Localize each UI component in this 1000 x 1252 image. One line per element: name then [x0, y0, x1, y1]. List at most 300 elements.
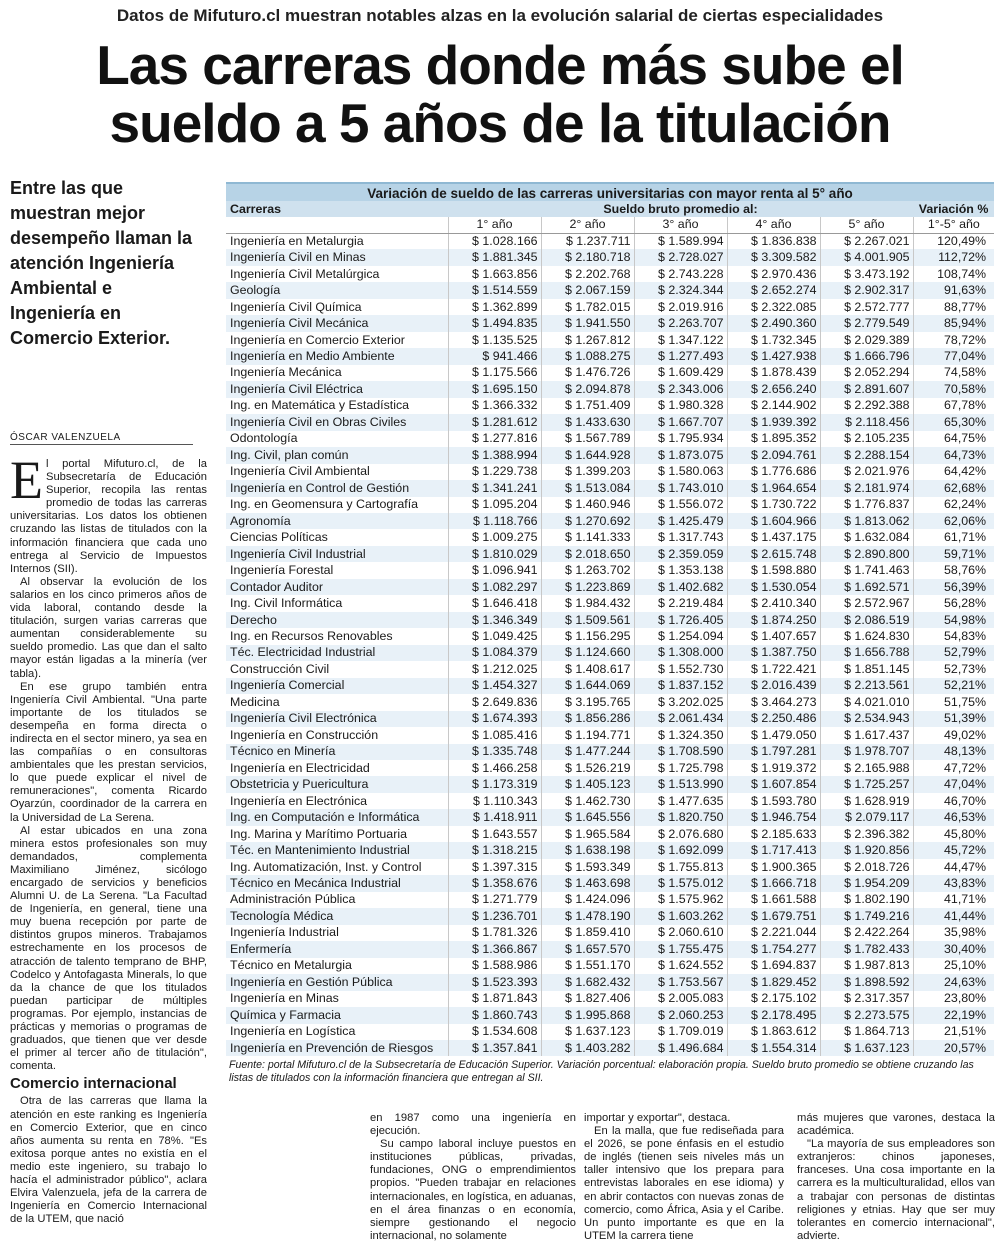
- cell-carrera: Ingeniería Industrial: [226, 925, 448, 941]
- cell-sueldo: $ 3.464.273: [727, 694, 820, 710]
- table-row: [226, 529, 994, 545]
- cell-sueldo: $ 4.021.010: [820, 694, 913, 710]
- table-body: [226, 233, 994, 1056]
- cell-sueldo: $ 2.165.988: [820, 760, 913, 776]
- table-row: [226, 579, 994, 595]
- cell-sueldo: $ 1.874.250: [727, 612, 820, 628]
- cell-sueldo: $ 1.638.198: [541, 842, 634, 858]
- cell-sueldo: $ 1.366.867: [448, 941, 541, 957]
- cell-sueldo: $ 2.213.561: [820, 678, 913, 694]
- kicker: Datos de Mifuturo.cl muestran notables alzas en la evolución salarial de ciertas especialidades: [116, 6, 884, 25]
- subheading: Comercio internacional: [10, 1075, 177, 1093]
- cell-sueldo: $ 2.396.382: [820, 826, 913, 842]
- cell-sueldo: $ 1.776.837: [820, 497, 913, 513]
- cell-sueldo: $ 1.403.282: [541, 1040, 634, 1056]
- table-row: [226, 282, 994, 298]
- cell-sueldo: $ 2.180.718: [541, 249, 634, 265]
- cell-sueldo: $ 2.144.902: [727, 398, 820, 414]
- cell-sueldo: $ 1.141.333: [541, 529, 634, 545]
- cell-variacion: 47,04%: [913, 776, 994, 792]
- table-row: [226, 480, 994, 496]
- subheader-year: 2° año: [541, 217, 634, 233]
- cell-carrera: Ingeniería Civil Metalúrgica: [226, 266, 448, 282]
- cell-variacion: 85,94%: [913, 315, 994, 331]
- cell-sueldo: $ 2.656.240: [727, 381, 820, 397]
- cell-carrera: Ingeniería en Prevención de Riesgos: [226, 1040, 448, 1056]
- cell-sueldo: $ 1.726.405: [634, 612, 727, 628]
- cell-carrera: Ingeniería Civil en Obras Civiles: [226, 414, 448, 430]
- cell-variacion: 49,02%: [913, 727, 994, 743]
- cell-carrera: Química y Farmacia: [226, 1007, 448, 1023]
- table-row: [226, 974, 994, 990]
- cell-sueldo: $ 1.236.701: [448, 908, 541, 924]
- cell-sueldo: $ 1.357.841: [448, 1040, 541, 1056]
- cell-sueldo: $ 2.221.044: [727, 925, 820, 941]
- table-row: [226, 892, 994, 908]
- table-row: [226, 513, 994, 529]
- cell-carrera: Ingeniería Civil Industrial: [226, 546, 448, 562]
- cell-sueldo: $ 1.717.413: [727, 842, 820, 858]
- cell-variacion: 56,39%: [913, 579, 994, 595]
- cell-sueldo: $ 1.657.570: [541, 941, 634, 957]
- cell-sueldo: $ 1.096.941: [448, 562, 541, 578]
- cell-sueldo: $ 1.212.025: [448, 661, 541, 677]
- cell-sueldo: $ 1.494.835: [448, 315, 541, 331]
- cell-variacion: 62,24%: [913, 497, 994, 513]
- cell-sueldo: $ 1.009.275: [448, 529, 541, 545]
- cell-variacion: 24,63%: [913, 974, 994, 990]
- cell-sueldo: $ 1.437.175: [727, 529, 820, 545]
- cell-variacion: 91,63%: [913, 282, 994, 298]
- cell-sueldo: $ 1.856.286: [541, 711, 634, 727]
- cell-sueldo: $ 1.588.986: [448, 958, 541, 974]
- cell-carrera: Tecnología Médica: [226, 908, 448, 924]
- cell-carrera: Ing. Marina y Marítimo Portuaria: [226, 826, 448, 842]
- cell-sueldo: $ 1.709.019: [634, 1024, 727, 1040]
- body-column-2: [370, 1112, 576, 1243]
- cell-sueldo: $ 1.477.244: [541, 744, 634, 760]
- cell-carrera: Ingeniería en Electrónica: [226, 793, 448, 809]
- cell-sueldo: $ 1.864.713: [820, 1024, 913, 1040]
- cell-sueldo: $ 1.263.702: [541, 562, 634, 578]
- cell-sueldo: $ 2.094.878: [541, 381, 634, 397]
- paragraph: en 1987 como una ingeniería en ejecución.: [370, 1112, 576, 1138]
- cell-sueldo: $ 1.692.099: [634, 842, 727, 858]
- cell-variacion: 52,21%: [913, 678, 994, 694]
- header-sueldo: Sueldo bruto promedio al:: [448, 201, 913, 217]
- subheader-year: 1° año: [448, 217, 541, 233]
- cell-sueldo: $ 1.509.561: [541, 612, 634, 628]
- cell-sueldo: $ 1.317.743: [634, 529, 727, 545]
- cell-carrera: Enfermería: [226, 941, 448, 957]
- drop-cap: E: [10, 450, 43, 510]
- cell-sueldo: $ 3.195.765: [541, 694, 634, 710]
- cell-carrera: Ingeniería Mecánica: [226, 365, 448, 381]
- table-row: [226, 332, 994, 348]
- cell-sueldo: $ 1.604.966: [727, 513, 820, 529]
- cell-variacion: 25,10%: [913, 958, 994, 974]
- cell-sueldo: $ 2.891.607: [820, 381, 913, 397]
- headline-line-2: sueldo a 5 años de la titulación: [109, 92, 891, 154]
- cell-sueldo: $ 2.324.344: [634, 282, 727, 298]
- table-row: [226, 464, 994, 480]
- cell-sueldo: $ 1.644.069: [541, 678, 634, 694]
- cell-sueldo: $ 1.534.608: [448, 1024, 541, 1040]
- paragraph: Otra de las carreras que llama la atención en este ranking es Ingeniería en Comercio Exterior, que en cinco años aumenta su renta en 78%. "Es exitosa porque antes no existía en el medio este ingeniero, su trabajo lo hacía el administrador público", aclara Elvira Valenzuela, jefa de la carrera de Ingeniería en Comercio Internacional de la UTEM, que nació: [10, 1095, 207, 1226]
- cell-carrera: Ingeniería Civil Electrónica: [226, 711, 448, 727]
- cell-sueldo: $ 1.427.938: [727, 348, 820, 364]
- cell-carrera: Medicina: [226, 694, 448, 710]
- cell-variacion: 77,04%: [913, 348, 994, 364]
- cell-variacion: 20,57%: [913, 1040, 994, 1056]
- cell-variacion: 41,71%: [913, 892, 994, 908]
- cell-sueldo: $ 1.682.432: [541, 974, 634, 990]
- headline: [60, 36, 940, 152]
- cell-sueldo: $ 1.554.314: [727, 1040, 820, 1056]
- cell-variacion: 112,72%: [913, 249, 994, 265]
- table-row: [226, 233, 994, 249]
- cell-carrera: Ing. en Geomensura y Cartografía: [226, 497, 448, 513]
- headline-line-1: Las carreras donde más sube el: [96, 34, 904, 96]
- subheader-range: 1°-5° año: [913, 217, 994, 233]
- cell-sueldo: $ 1.851.145: [820, 661, 913, 677]
- cell-sueldo: $ 1.476.726: [541, 365, 634, 381]
- cell-sueldo: $ 1.965.584: [541, 826, 634, 842]
- cell-sueldo: $ 1.418.911: [448, 809, 541, 825]
- cell-sueldo: $ 1.637.123: [820, 1040, 913, 1056]
- cell-carrera: Ingeniería Civil Mecánica: [226, 315, 448, 331]
- cell-sueldo: $ 1.863.612: [727, 1024, 820, 1040]
- cell-sueldo: $ 1.995.868: [541, 1007, 634, 1023]
- cell-sueldo: $ 2.359.059: [634, 546, 727, 562]
- cell-sueldo: $ 1.424.096: [541, 892, 634, 908]
- cell-sueldo: $ 1.514.559: [448, 282, 541, 298]
- cell-sueldo: $ 1.603.262: [634, 908, 727, 924]
- cell-sueldo: $ 2.019.916: [634, 299, 727, 315]
- cell-sueldo: $ 1.513.990: [634, 776, 727, 792]
- cell-carrera: Ingeniería Forestal: [226, 562, 448, 578]
- cell-variacion: 58,76%: [913, 562, 994, 578]
- subheader-year: 4° año: [727, 217, 820, 233]
- salary-data-table: [226, 201, 994, 1056]
- cell-sueldo: $ 2.572.967: [820, 595, 913, 611]
- cell-sueldo: $ 1.088.275: [541, 348, 634, 364]
- cell-sueldo: $ 1.277.816: [448, 431, 541, 447]
- cell-carrera: Ingeniería Civil Ambiental: [226, 464, 448, 480]
- cell-sueldo: $ 2.728.027: [634, 249, 727, 265]
- cell-sueldo: $ 2.094.761: [727, 447, 820, 463]
- cell-sueldo: $ 3.309.582: [727, 249, 820, 265]
- cell-carrera: Ingeniería Civil Química: [226, 299, 448, 315]
- cell-sueldo: $ 2.181.974: [820, 480, 913, 496]
- cell-carrera: Construcción Civil: [226, 661, 448, 677]
- cell-sueldo: $ 2.178.495: [727, 1007, 820, 1023]
- cell-sueldo: $ 1.267.812: [541, 332, 634, 348]
- cell-sueldo: $ 2.060.253: [634, 1007, 727, 1023]
- cell-sueldo: $ 1.661.588: [727, 892, 820, 908]
- cell-sueldo: $ 1.643.557: [448, 826, 541, 842]
- table-title: Variación de sueldo de las carreras universitarias con mayor renta al 5° año: [226, 182, 994, 201]
- table-row: [226, 497, 994, 513]
- cell-sueldo: $ 1.223.869: [541, 579, 634, 595]
- cell-sueldo: $ 1.609.429: [634, 365, 727, 381]
- cell-sueldo: $ 1.813.062: [820, 513, 913, 529]
- cell-sueldo: $ 1.556.072: [634, 497, 727, 513]
- cell-sueldo: $ 2.018.726: [820, 859, 913, 875]
- table-row: [226, 595, 994, 611]
- table-row: [226, 645, 994, 661]
- paragraph: Al estar ubicados en una zona minera estos profesionales son muy demandados, complementa Maximiliano Jiménez, sicólogo encargado de servicios y beneficios Alumni U. de La Serena. "La Facultad de Ingeniería, en general, tiene una muy buena recepción por parte de distintos grupos mineros. Trabajamos estrechamente en los procesos de atracción de talento temprano de BHP, Codelco y Antofagasta Minerals, lo que da la chance de que los titulados puedan participar de múltiples programas. Por ejemplo, instancias de prácticas y memorias o programas de graduados, que tienen que ver desde el primer al tercer año de titulación", comenta.: [10, 824, 207, 1073]
- cell-sueldo: $ 1.397.315: [448, 859, 541, 875]
- cell-sueldo: $ 2.005.083: [634, 991, 727, 1007]
- cell-sueldo: $ 2.175.102: [727, 991, 820, 1007]
- cell-carrera: Ingeniería en Minas: [226, 991, 448, 1007]
- cell-sueldo: $ 1.984.432: [541, 595, 634, 611]
- cell-variacion: 41,44%: [913, 908, 994, 924]
- cell-sueldo: $ 3.202.025: [634, 694, 727, 710]
- cell-sueldo: $ 2.490.360: [727, 315, 820, 331]
- cell-variacion: 21,51%: [913, 1024, 994, 1040]
- cell-sueldo: $ 2.292.388: [820, 398, 913, 414]
- cell-sueldo: $ 2.029.389: [820, 332, 913, 348]
- cell-sueldo: $ 2.743.228: [634, 266, 727, 282]
- cell-sueldo: $ 2.118.456: [820, 414, 913, 430]
- subheader-blank: [226, 217, 448, 233]
- cell-sueldo: $ 1.308.000: [634, 645, 727, 661]
- cell-sueldo: $ 2.086.519: [820, 612, 913, 628]
- cell-sueldo: $ 1.353.138: [634, 562, 727, 578]
- table-row: [226, 776, 994, 792]
- cell-variacion: 52,79%: [913, 645, 994, 661]
- table-row: [226, 859, 994, 875]
- cell-sueldo: $ 1.754.277: [727, 941, 820, 957]
- table-row: [226, 299, 994, 315]
- cell-sueldo: $ 2.288.154: [820, 447, 913, 463]
- table-row: [226, 414, 994, 430]
- cell-sueldo: $ 2.021.976: [820, 464, 913, 480]
- cell-sueldo: $ 1.776.686: [727, 464, 820, 480]
- cell-sueldo: $ 1.593.349: [541, 859, 634, 875]
- table-row: [226, 249, 994, 265]
- cell-sueldo: $ 1.362.899: [448, 299, 541, 315]
- cell-sueldo: $ 1.795.934: [634, 431, 727, 447]
- cell-sueldo: $ 1.479.050: [727, 727, 820, 743]
- cell-carrera: Derecho: [226, 612, 448, 628]
- cell-sueldo: $ 1.463.698: [541, 875, 634, 891]
- cell-sueldo: $ 1.725.798: [634, 760, 727, 776]
- table-row: [226, 612, 994, 628]
- cell-sueldo: $ 1.632.084: [820, 529, 913, 545]
- cell-variacion: 51,39%: [913, 711, 994, 727]
- cell-sueldo: $ 1.708.590: [634, 744, 727, 760]
- cell-sueldo: $ 1.366.332: [448, 398, 541, 414]
- table-row: [226, 1040, 994, 1056]
- cell-sueldo: $ 1.692.571: [820, 579, 913, 595]
- cell-variacion: 46,53%: [913, 809, 994, 825]
- cell-sueldo: $ 1.433.630: [541, 414, 634, 430]
- cell-carrera: Técnico en Metalurgia: [226, 958, 448, 974]
- cell-sueldo: $ 1.229.738: [448, 464, 541, 480]
- cell-sueldo: $ 2.322.085: [727, 299, 820, 315]
- cell-variacion: 64,75%: [913, 431, 994, 447]
- cell-sueldo: $ 1.781.326: [448, 925, 541, 941]
- paragraph: En la malla, que fue rediseñada para el 2026, se pone énfasis en el estudio de inglés (tienen seis niveles más un taller intensivo que los prepara para entrevistas laborales en ese idioma) y en abrir contactos con nuevas zonas de comercio, como África, Asia y el Caribe. Un punto importante es que en la UTEM la carrera tiene: [584, 1125, 784, 1242]
- cell-sueldo: $ 1.743.010: [634, 480, 727, 496]
- cell-sueldo: $ 1.399.203: [541, 464, 634, 480]
- cell-sueldo: $ 1.156.295: [541, 628, 634, 644]
- cell-carrera: Téc. en Mantenimiento Industrial: [226, 842, 448, 858]
- cell-variacion: 54,83%: [913, 628, 994, 644]
- cell-carrera: Ingeniería en Gestión Pública: [226, 974, 448, 990]
- cell-sueldo: $ 2.410.340: [727, 595, 820, 611]
- cell-variacion: 56,28%: [913, 595, 994, 611]
- cell-sueldo: $ 1.900.365: [727, 859, 820, 875]
- cell-sueldo: $ 2.422.264: [820, 925, 913, 941]
- cell-sueldo: $ 1.895.352: [727, 431, 820, 447]
- cell-sueldo: $ 1.667.707: [634, 414, 727, 430]
- cell-sueldo: $ 1.607.854: [727, 776, 820, 792]
- body-column-4: [797, 1112, 995, 1243]
- cell-sueldo: $ 2.202.768: [541, 266, 634, 282]
- cell-carrera: Ingeniería en Medio Ambiente: [226, 348, 448, 364]
- cell-sueldo: $ 2.263.707: [634, 315, 727, 331]
- lead-paragraph: Entre las que muestran mejor desempeño llaman la atención Ingeniería Ambiental e Ingeniería en Comercio Exterior.: [10, 178, 193, 348]
- cell-variacion: 35,98%: [913, 925, 994, 941]
- table-row: [226, 694, 994, 710]
- cell-sueldo: $ 2.615.748: [727, 546, 820, 562]
- cell-sueldo: $ 1.820.750: [634, 809, 727, 825]
- byline: ÓSCAR VALENZUELA: [10, 432, 193, 445]
- cell-sueldo: $ 1.860.743: [448, 1007, 541, 1023]
- cell-sueldo: $ 1.110.343: [448, 793, 541, 809]
- table-row: [226, 826, 994, 842]
- cell-variacion: 52,73%: [913, 661, 994, 677]
- header-carreras: Carreras: [226, 201, 448, 217]
- cell-sueldo: $ 1.124.660: [541, 645, 634, 661]
- cell-sueldo: $ 1.741.463: [820, 562, 913, 578]
- table-row: [226, 760, 994, 776]
- cell-sueldo: $ 1.347.122: [634, 332, 727, 348]
- subheader-year: 3° año: [634, 217, 727, 233]
- cell-variacion: 22,19%: [913, 1007, 994, 1023]
- cell-sueldo: $ 1.478.190: [541, 908, 634, 924]
- cell-carrera: Ingeniería Civil en Minas: [226, 249, 448, 265]
- cell-sueldo: $ 1.679.751: [727, 908, 820, 924]
- table-row: [226, 678, 994, 694]
- cell-carrera: Ingeniería Comercial: [226, 678, 448, 694]
- cell-carrera: Ing. en Computación e Informática: [226, 809, 448, 825]
- cell-sueldo: $ 1.095.204: [448, 497, 541, 513]
- paragraph: Al observar la evolución de los salarios en los cinco primeros años de vida laboral, contando desde la titulación, surgen varias carreras que aumentan considerablemente su sueldo promedio. Las que dan el salto mayor están ligadas a la minería (ver tabla).: [10, 575, 207, 680]
- cell-sueldo: $ 1.964.654: [727, 480, 820, 496]
- cell-carrera: Ing. en Matemática y Estadística: [226, 398, 448, 414]
- cell-sueldo: $ 1.466.258: [448, 760, 541, 776]
- cell-sueldo: $ 2.079.117: [820, 809, 913, 825]
- cell-variacion: 62,68%: [913, 480, 994, 496]
- cell-sueldo: $ 1.837.152: [634, 678, 727, 694]
- cell-variacion: 46,70%: [913, 793, 994, 809]
- cell-sueldo: $ 1.085.416: [448, 727, 541, 743]
- cell-sueldo: $ 1.408.617: [541, 661, 634, 677]
- cell-sueldo: $ 1.871.843: [448, 991, 541, 1007]
- table-row: [226, 661, 994, 677]
- cell-sueldo: $ 1.859.410: [541, 925, 634, 941]
- cell-sueldo: $ 1.749.216: [820, 908, 913, 924]
- cell-sueldo: $ 1.881.345: [448, 249, 541, 265]
- cell-sueldo: $ 1.628.919: [820, 793, 913, 809]
- cell-variacion: 59,71%: [913, 546, 994, 562]
- cell-sueldo: $ 1.978.707: [820, 744, 913, 760]
- cell-sueldo: $ 1.523.393: [448, 974, 541, 990]
- cell-carrera: Ing. Civil, plan común: [226, 447, 448, 463]
- cell-carrera: Obstetricia y Puericultura: [226, 776, 448, 792]
- table-row: [226, 365, 994, 381]
- cell-sueldo: $ 1.644.928: [541, 447, 634, 463]
- cell-sueldo: $ 1.405.123: [541, 776, 634, 792]
- cell-carrera: Contador Auditor: [226, 579, 448, 595]
- table-row: [226, 727, 994, 743]
- body-column-3: [584, 1112, 784, 1243]
- cell-carrera: Técnico en Mecánica Industrial: [226, 875, 448, 891]
- cell-sueldo: $ 1.552.730: [634, 661, 727, 677]
- cell-sueldo: $ 2.250.486: [727, 711, 820, 727]
- table-row: [226, 793, 994, 809]
- cell-variacion: 62,06%: [913, 513, 994, 529]
- cell-variacion: 23,80%: [913, 991, 994, 1007]
- cell-carrera: Odontología: [226, 431, 448, 447]
- cell-sueldo: $ 2.652.274: [727, 282, 820, 298]
- cell-sueldo: $ 1.575.012: [634, 875, 727, 891]
- table-row: [226, 315, 994, 331]
- table-row: [226, 809, 994, 825]
- table-row: [226, 546, 994, 562]
- cell-sueldo: $ 1.082.297: [448, 579, 541, 595]
- cell-sueldo: $ 2.970.436: [727, 266, 820, 282]
- table-row: [226, 447, 994, 463]
- cell-sueldo: $ 1.836.838: [727, 233, 820, 249]
- table-row: [226, 431, 994, 447]
- table-row: [226, 991, 994, 1007]
- cell-sueldo: $ 2.273.575: [820, 1007, 913, 1023]
- table-row: [226, 875, 994, 891]
- cell-sueldo: $ 1.454.327: [448, 678, 541, 694]
- cell-sueldo: $ 1.175.566: [448, 365, 541, 381]
- cell-sueldo: $ 2.052.294: [820, 365, 913, 381]
- table-row: [226, 908, 994, 924]
- table-row: [226, 941, 994, 957]
- cell-sueldo: $ 1.135.525: [448, 332, 541, 348]
- cell-sueldo: $ 1.873.075: [634, 447, 727, 463]
- cell-sueldo: $ 2.105.235: [820, 431, 913, 447]
- cell-sueldo: $ 3.473.192: [820, 266, 913, 282]
- body-column-1: [10, 450, 207, 1226]
- cell-sueldo: $ 2.016.439: [727, 678, 820, 694]
- cell-variacion: 78,72%: [913, 332, 994, 348]
- table-footnote: Fuente: portal Mifuturo.cl de la Subsecretaría de Educación Superior. Variación porcentual: elaboración propia. Sueldo bruto promedio se obtiene cruzando las listas de titulados con la información financiera que entregan al SII.: [229, 1059, 974, 1085]
- cell-sueldo: $ 1.725.257: [820, 776, 913, 792]
- cell-carrera: Ingeniería Civil Eléctrica: [226, 381, 448, 397]
- table-row: [226, 562, 994, 578]
- cell-sueldo: $ 1.526.219: [541, 760, 634, 776]
- cell-sueldo: $ 1.346.349: [448, 612, 541, 628]
- cell-sueldo: $ 1.802.190: [820, 892, 913, 908]
- cell-carrera: Ing. Automatización, Inst. y Control: [226, 859, 448, 875]
- cell-sueldo: $ 1.513.084: [541, 480, 634, 496]
- cell-variacion: 70,58%: [913, 381, 994, 397]
- cell-variacion: 74,58%: [913, 365, 994, 381]
- cell-sueldo: $ 1.593.780: [727, 793, 820, 809]
- table-row: [226, 711, 994, 727]
